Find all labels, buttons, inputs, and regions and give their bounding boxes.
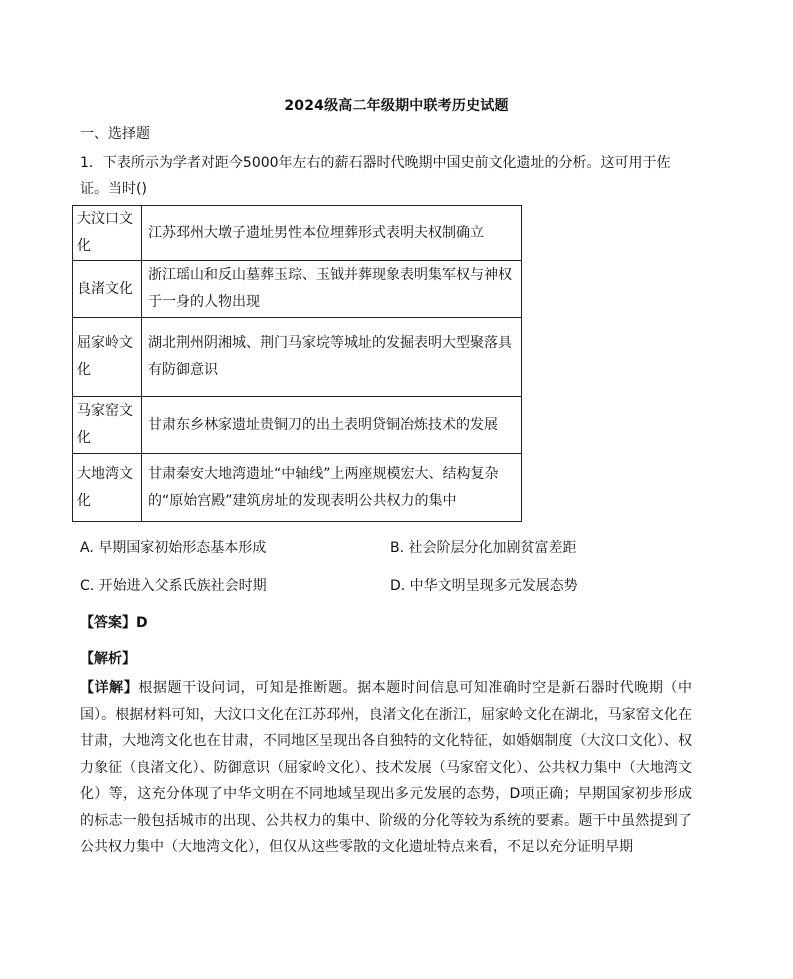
table-row bbox=[73, 261, 522, 318]
analysis-label: 【解析】 bbox=[80, 651, 136, 667]
culture-description: 湖北荆州阴湘城、荆门马家垸等城址的发掘表明大型聚落具有防御意识 bbox=[142, 318, 522, 397]
table-row bbox=[73, 397, 522, 454]
option-d: D. 中华文明呈现多元发展态势 bbox=[390, 578, 578, 594]
table-row bbox=[73, 206, 522, 261]
option-a: A. 早期国家初始形态基本形成 bbox=[80, 540, 267, 556]
detail-paragraph bbox=[80, 675, 692, 861]
culture-table bbox=[72, 205, 522, 522]
culture-name: 大汶口文化 bbox=[73, 206, 142, 261]
culture-name: 屈家岭文化 bbox=[73, 318, 142, 397]
culture-name: 大地湾文化 bbox=[73, 454, 142, 522]
culture-description: 甘肃秦安大地湾遗址“中轴线”上两座规模宏大、结构复杂的“原始宫殿”建筑房址的发现表明公共权力的集中 bbox=[142, 454, 522, 522]
culture-description: 浙江瑶山和反山墓葬玉琮、玉钺并葬现象表明集军权与神权于一身的人物出现 bbox=[142, 261, 522, 318]
question-stem: 1．下表所示为学者对距今5000年左右的薪石器时代晚期中国史前文化遗址的分析。这可用于佐证。当时() bbox=[80, 155, 671, 197]
answer-line: 【答案】D bbox=[80, 615, 148, 631]
table-row bbox=[73, 318, 522, 397]
section-heading: 一、选择题 bbox=[80, 126, 150, 142]
option-c: C. 开始进入父系氏族社会时期 bbox=[80, 578, 267, 594]
exam-title: 2024级高二年级期中联考历史试题 bbox=[284, 98, 509, 114]
culture-description: 江苏邳州大墩子遗址男性本位埋葬形式表明夫权制确立 bbox=[142, 206, 522, 261]
culture-name: 马家窑文化 bbox=[73, 397, 142, 454]
detail-text: 根据题干设问词，可知是推断题。据本题时间信息可知准确时空是新石器时代晚期（中国）。根据材料可知，大汶口文化在江苏邳州，良渚文化在浙江，屈家岭文化在湖北，马家窑文化在甘肃，大地湾文化也在甘肃，不同地区呈现出各自独特的文化特征，如婚姻制度（大汶口文化）、权力象征（良渚文化）、防御意识（屈家岭文化）、技术发展（马家窑文化）、公共权力集中（大地湾文化）等，这充分体现了中华文明在不同地域呈现出多元发展的态势，D项正确；早期国家初步形成的标志一般包括城市的出现、公共权力的集中、阶级的分化等较为系统的要素。题干中虽然提到了公共权力集中（大地湾文化），但仅从这些零散的文化遗址特点来看，不足以充分证明早期 bbox=[80, 680, 692, 855]
table-row bbox=[73, 454, 522, 522]
culture-description: 甘肃东乡林家遗址贵铜刀的出土表明贷铜冶炼技术的发展 bbox=[142, 397, 522, 454]
culture-name: 良渚文化 bbox=[73, 261, 142, 318]
detail-label: 【详解】 bbox=[80, 680, 139, 696]
option-b: B. 社会阶层分化加剧贫富差距 bbox=[390, 540, 577, 556]
